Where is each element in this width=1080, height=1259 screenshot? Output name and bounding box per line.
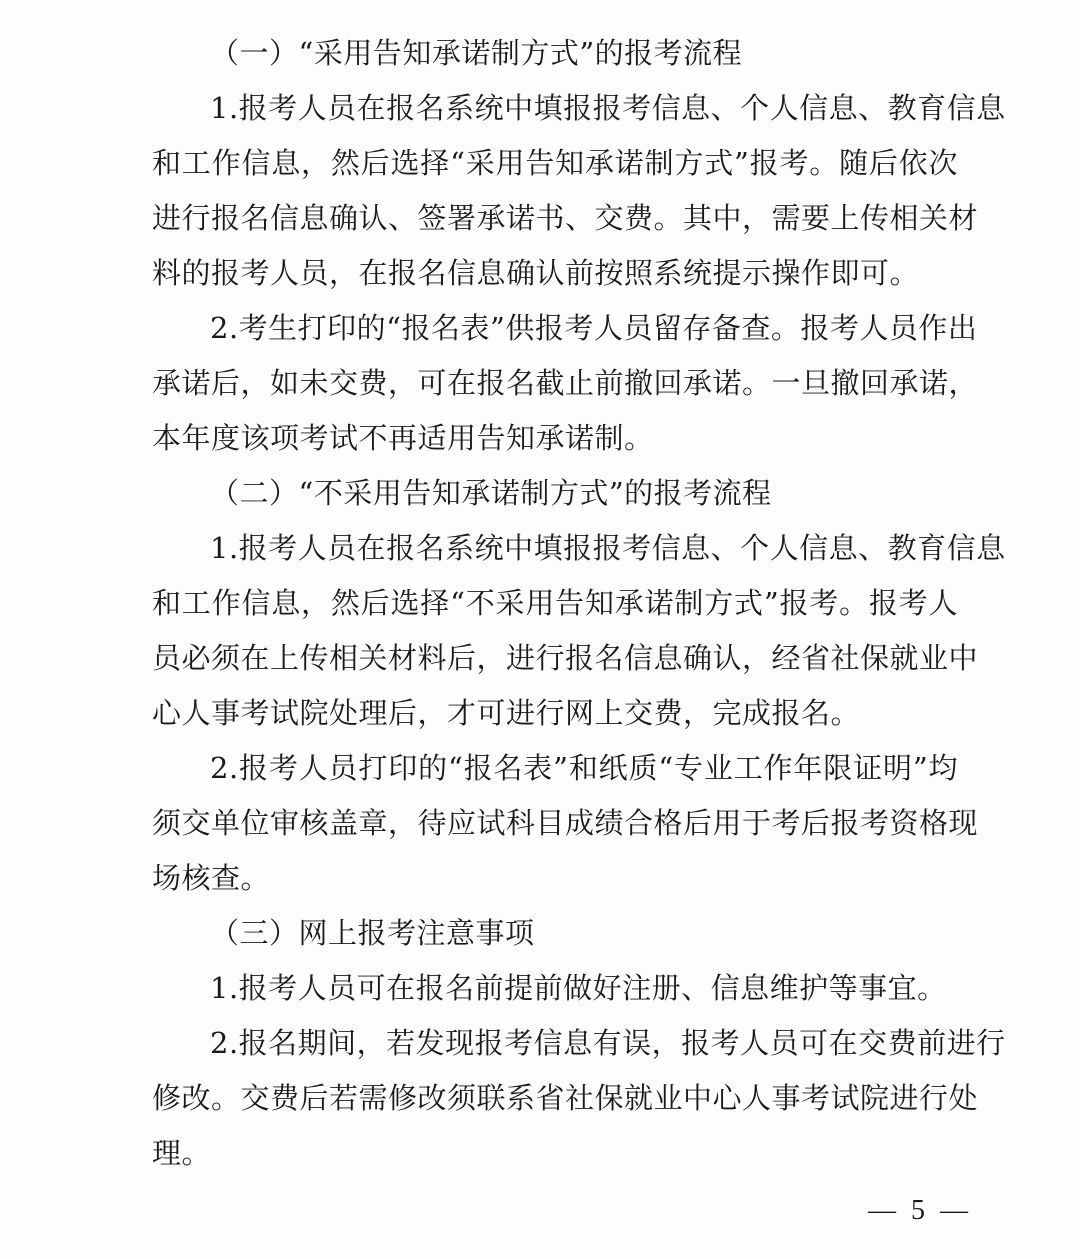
- section-heading-1: （一）“采用告知承诺制方式”的报考流程: [210, 36, 743, 70]
- paragraph-line: 本年度该项考试不再适用告知承诺制。: [152, 421, 654, 455]
- paragraph-line: 1.报考人员在报名系统中填报报考信息、个人信息、教育信息: [210, 91, 1006, 125]
- paragraph-line: 心人事考试院处理后，才可进行网上交费，完成报名。: [152, 696, 861, 730]
- paragraph-line: 1.报考人员在报名系统中填报报考信息、个人信息、教育信息: [210, 531, 1006, 565]
- paragraph-line: 场核查。: [152, 861, 271, 895]
- paragraph-line: 2.报名期间，若发现报考信息有误，报考人员可在交费前进行: [210, 1026, 1006, 1060]
- page-number: — 5 —: [868, 1195, 972, 1226]
- paragraph-line: 员必须在上传相关材料后，进行报名信息确认，经省社保就业中: [152, 641, 979, 675]
- paragraph-line: 修改。交费后若需修改须联系省社保就业中心人事考试院进行处: [152, 1081, 979, 1115]
- paragraph-line: 2.报考人员打印的“报名表”和纸质“专业工作年限证明”均: [210, 751, 958, 785]
- paragraph-line: 进行报名信息确认、签署承诺书、交费。其中，需要上传相关材: [152, 201, 979, 235]
- paragraph-line: 料的报考人员，在报名信息确认前按照系统提示操作即可。: [152, 256, 920, 290]
- paragraph-line: 2.考生打印的“报名表”供报考人员留存备查。报考人员作出: [210, 311, 978, 345]
- section-heading-3: （三）网上报考注意事项: [210, 916, 535, 950]
- section-heading-2: （二）“不采用告知承诺制方式”的报考流程: [210, 476, 772, 510]
- paragraph-line: 1.报考人员可在报名前提前做好注册、信息维护等事宜。: [210, 971, 947, 1005]
- paragraph-line: 和工作信息，然后选择“采用告知承诺制方式”报考。随后依次: [152, 146, 958, 180]
- paragraph-line: 理。: [152, 1136, 212, 1170]
- paragraph-line: 和工作信息，然后选择“不采用告知承诺制方式”报考。报考人: [152, 586, 958, 620]
- paragraph-line: 须交单位审核盖章，待应试科目成绩合格后用于考后报考资格现: [152, 806, 979, 840]
- paragraph-line: 承诺后，如未交费，可在报名截止前撤回承诺。一旦撤回承诺，: [152, 366, 979, 400]
